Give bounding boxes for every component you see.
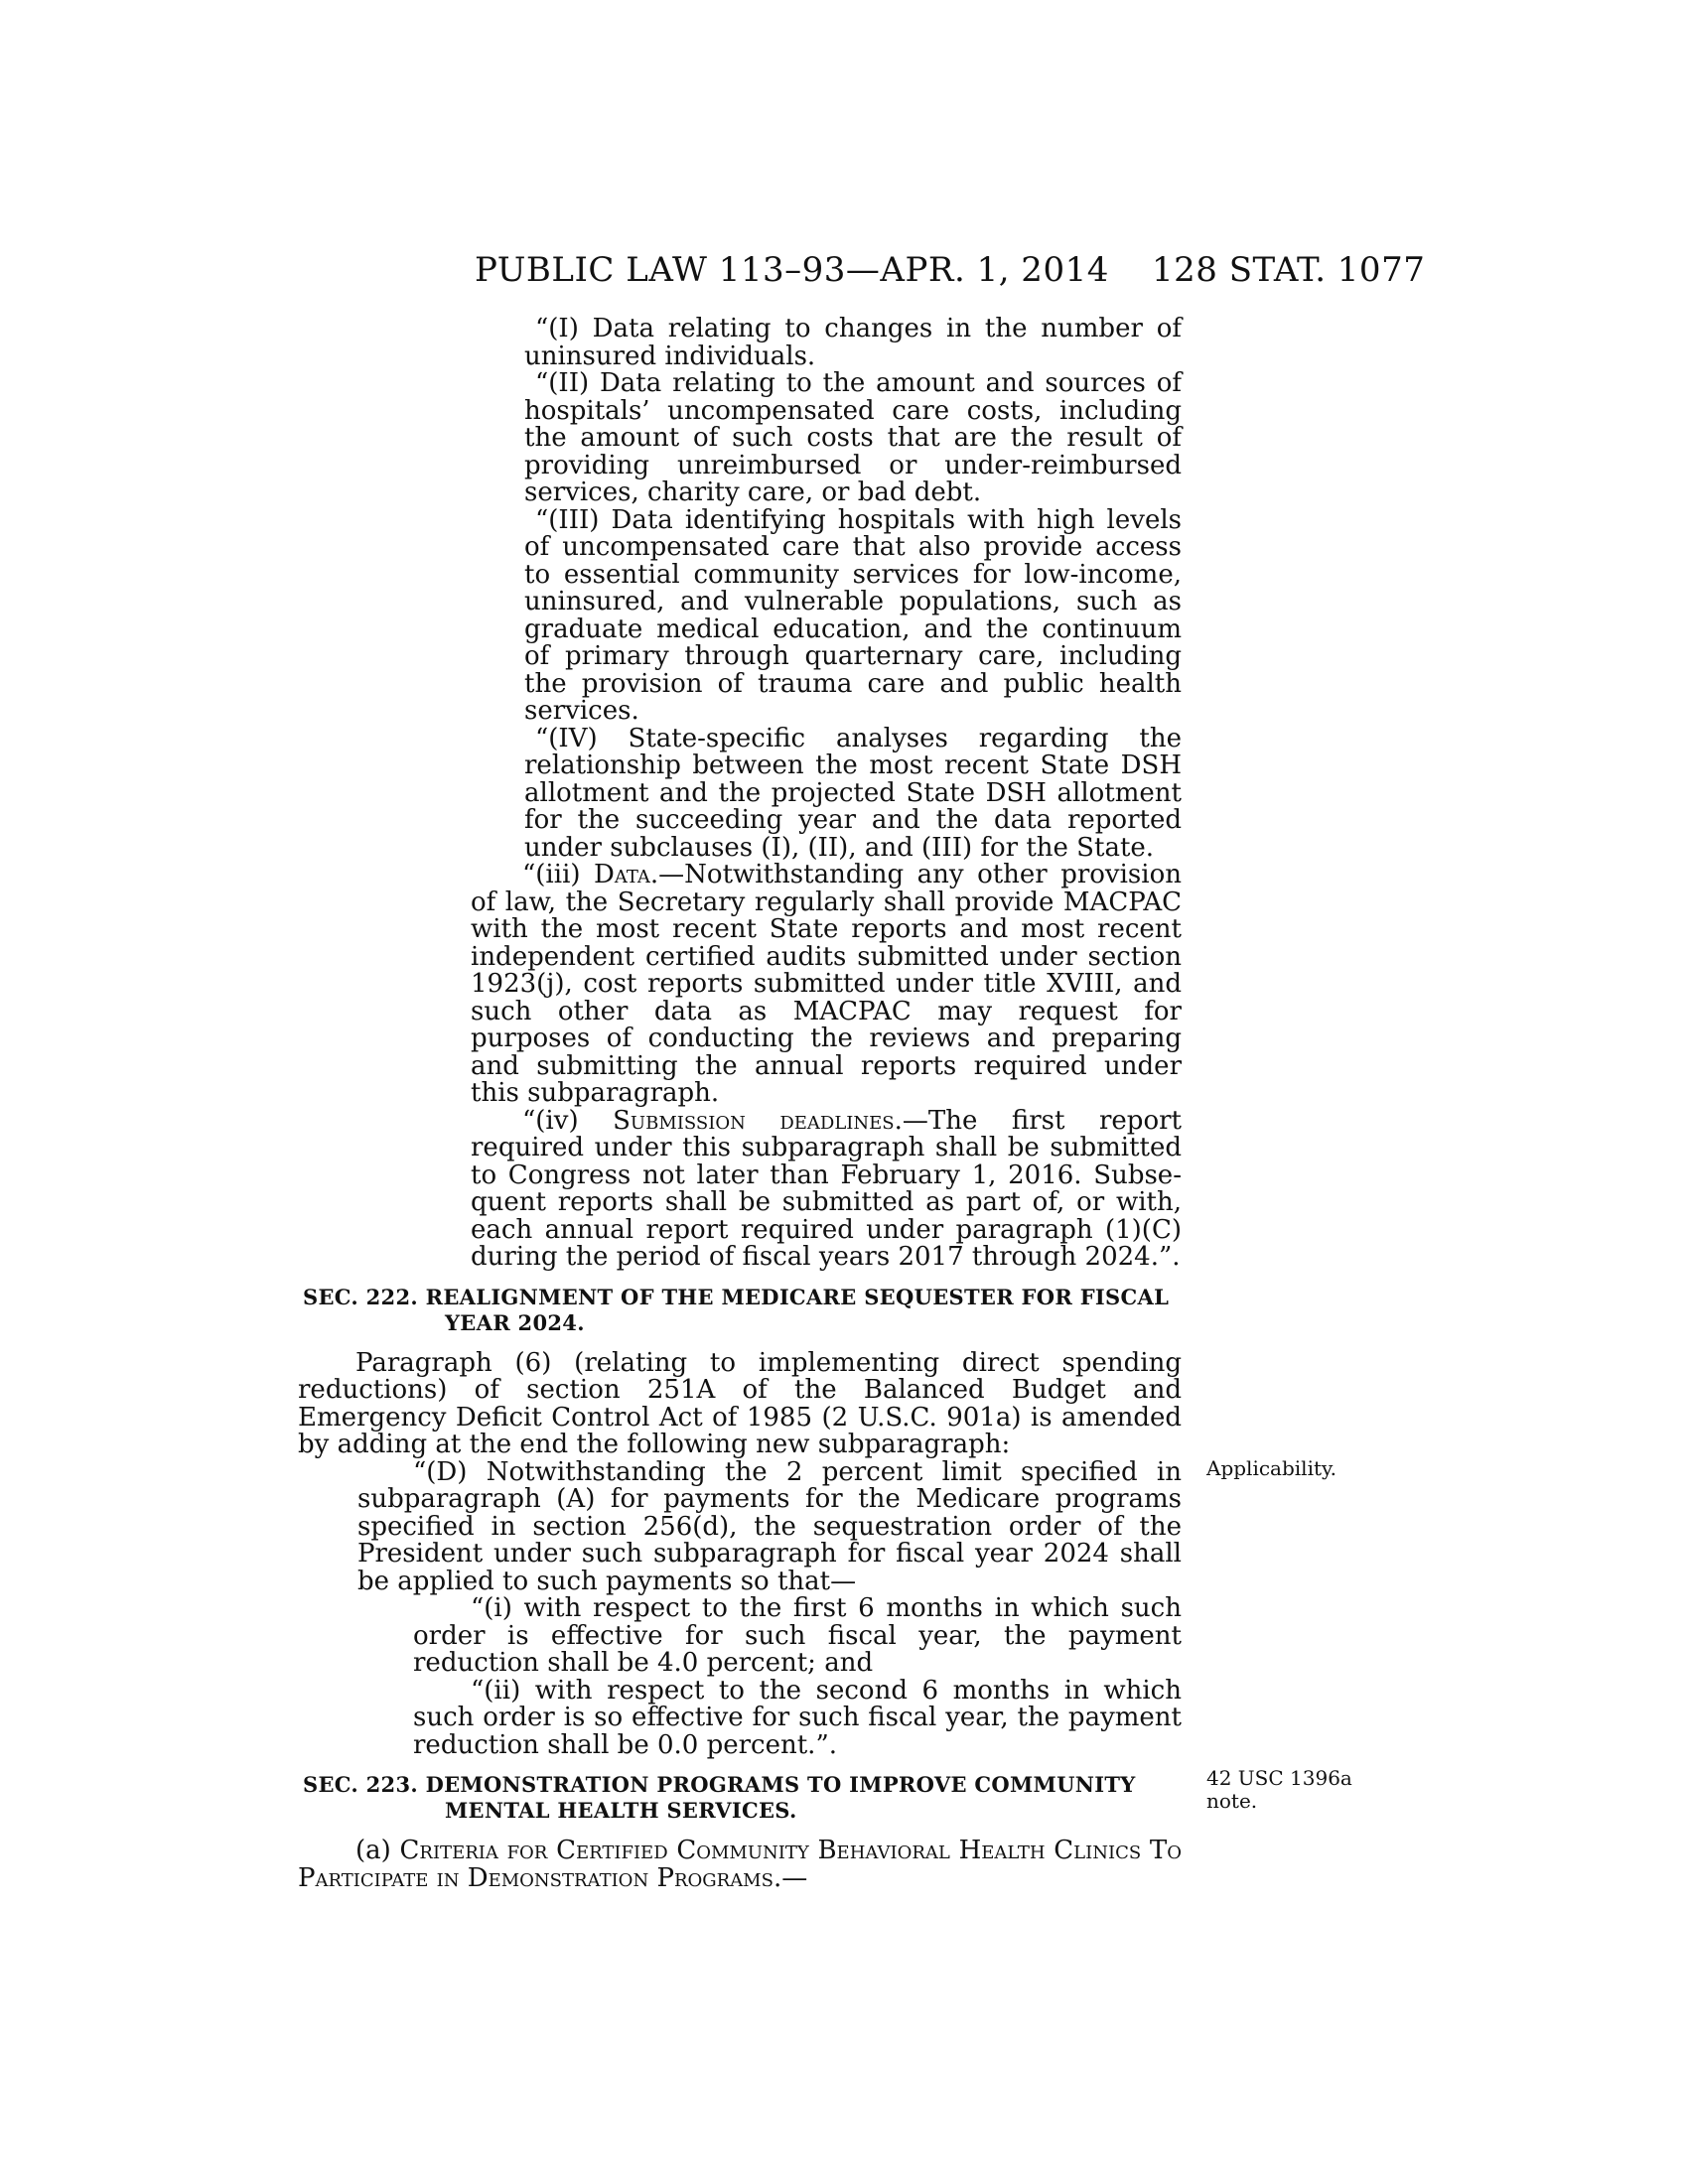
clause-ii: “(ii) with respect to the second 6 months in which such order is so effective for such fiscal year, the payment reduction shall be 0.0 percent.”. bbox=[413, 1675, 1182, 1760]
clause-i: “(i) with respect to the first 6 months in which such order is effective for such fiscal year, the payment reduction shall be 4.0 percent; and bbox=[413, 1593, 1182, 1678]
page-body bbox=[298, 316, 1182, 1892]
subsection-a-prefix: (a) bbox=[355, 1836, 400, 1865]
subclause-II: “(II) Data relating to the amount and sources of hospitals’ uncompensated care costs, including the amount of such costs that are the result of providing unreimbursed or under-reimbursed services, charity care, or bad debt. bbox=[524, 368, 1182, 507]
subclause-I: “(I) Data relating to changes in the number of uninsured individuals. bbox=[524, 314, 1182, 371]
section-222-heading-line2: YEAR 2024. bbox=[445, 1309, 585, 1335]
margin-note-usc bbox=[1206, 1767, 1352, 1813]
margin-note-usc-line1: 42 USC 1396a bbox=[1206, 1766, 1352, 1790]
section-223-heading-line2: MENTAL HEALTH SERVICES. bbox=[445, 1798, 797, 1823]
section-222-heading bbox=[303, 1285, 1182, 1336]
subclause-IV: “(IV) State-specific analyses regarding the relationship between the most recent State DSH allotment and the projected State DSH allotment for the succeeding year and the data reported under subclauses (I), (II), and (III) for the State. bbox=[524, 723, 1182, 863]
clause-iv-prefix: “(iv) bbox=[522, 1105, 614, 1136]
section-222-paragraph: Paragraph (6) (relating to implementing direct spending reductions) of section 251A of the Balanced Budget and Emergency Deficit Control Act of 1985 (2 U.S.C. 901a) is amended by adding at the end the following new subparagraph: bbox=[298, 1347, 1182, 1459]
subsection-a-suffix: .— bbox=[773, 1862, 808, 1893]
section-223-heading-line1: SEC. 223. DEMONSTRATION PROGRAMS TO IMPROVE COMMUNITY bbox=[303, 1772, 1136, 1797]
running-header-left: PUBLIC LAW 113–93—APR. 1, 2014 bbox=[475, 250, 1109, 290]
subsection-a bbox=[298, 1838, 1182, 1892]
margin-note-usc-line2: note. bbox=[1206, 1789, 1258, 1813]
clause-iii-prefix: “(iii) bbox=[522, 860, 595, 889]
clause-iv-heading: Submission deadlines bbox=[613, 1105, 895, 1136]
clause-iii bbox=[471, 862, 1182, 1108]
clause-iv bbox=[471, 1105, 1182, 1272]
subsection-a-heading: Criteria for Certified Community Behavioral Health Clinics To Participate in Demonstration Programs bbox=[298, 1836, 1182, 1893]
clause-iii-heading: Data bbox=[594, 860, 650, 889]
section-223-heading bbox=[303, 1772, 1182, 1824]
margin-note-applicability: Applicability. bbox=[1206, 1456, 1336, 1480]
subclause-III: “(III) Data identifying hospitals with high levels of uncompensated care that also provide access to essential community services for low-income, uninsured, and vulnerable populations, such as graduate medical education, and the continuum of primary through quarternary care, including the provision of trauma care and public health services. bbox=[524, 504, 1182, 726]
clause-iii-text: .—Notwithstanding any other provision of law, the Secretary regularly shall provide MACPAC with the most recent State reports and most recent independent certified audits submitted under section 1923(j), cost reports submitted under title XVIII, and such other data as MACPAC may request for purposes of conducting the reviews and preparing and submitting the annual reports required under this subparagraph. bbox=[471, 860, 1182, 1108]
section-222-heading-line1: SEC. 222. REALIGNMENT OF THE MEDICARE SEQUESTER FOR FISCAL bbox=[303, 1284, 1170, 1309]
running-header-right: 128 STAT. 1077 bbox=[1152, 250, 1426, 290]
clause-iv-text: .—The first report required under this subparagraph shall be submitted to Congress not later than February 1, 2016. Subsequent reports shall be submitted as part of, or with, each annual report required under paragraph (1)(C) during the period of fiscal years 2017 through 2024.”. bbox=[471, 1105, 1182, 1272]
subparagraph-D: “(D) Notwithstanding the 2 percent limit specified in subparagraph (A) for payments for the Medicare programs specified in section 256(d), the sequestration order of the President under such subparagraph for fiscal year 2024 shall be applied to such payments so that— bbox=[357, 1456, 1182, 1596]
